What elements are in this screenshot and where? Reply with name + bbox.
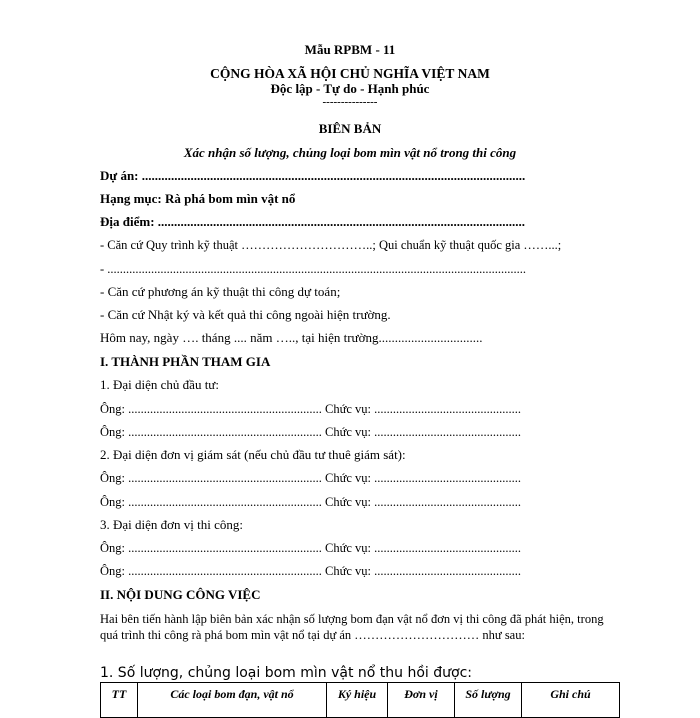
group-2-label: 2. Đại diện đơn vị giám sát (nếu chủ đầu tư thuê giám sát): <box>100 447 406 462</box>
category-field: Hạng mục: Rà phá bom mìn vật nổ <box>100 191 296 206</box>
location-field: Địa điểm: ................................................................................................................. <box>100 214 526 229</box>
section-2-heading: II. NỘI DUNG CÔNG VIỆC <box>100 587 261 602</box>
person-line: Ông: .............................................................. Chức vụ: ............................................... <box>100 425 522 439</box>
person-line: Ông: .............................................................. Chức vụ: ............................................... <box>100 541 522 555</box>
motto: Độc lập - Tự do - Hạnh phúc <box>270 81 430 96</box>
section-2-paragraph: Hai bên tiến hành lập biên bản xác nhận số lượng bom đạn vật nổ đơn vị thi công đã phát hiện, trong quá trình thi công rà phá bom mìn vật nổ tại dự án ………………………… như sau: <box>100 612 604 642</box>
person-line: Ông: .............................................................. Chức vụ: ............................................... <box>100 402 522 416</box>
date-line: Hôm nay, ngày …. tháng .... năm ….., tại hiện trường................................ <box>100 330 483 345</box>
project-field: Dự án: ...................................................................................................................... <box>100 168 526 183</box>
person-line: Ông: .............................................................. Chức vụ: ............................................... <box>100 471 522 485</box>
results-table <box>100 682 620 718</box>
basis-line-3: - Căn cứ phương án kỹ thuật thi công dự toán; <box>100 284 341 299</box>
table-header-cell: Đơn vị <box>388 683 455 718</box>
table-header-cell: Ghi chú <box>522 683 620 718</box>
table-header-cell: Số lượng <box>455 683 522 718</box>
table-header-cell: Các loại bom đạn, vật nổ <box>138 683 327 718</box>
form-code: Mẫu RPBM - 11 <box>304 42 396 57</box>
basis-line-4: - Căn cứ Nhật ký và kết quả thi công ngoài hiện trường. <box>100 307 391 322</box>
person-line: Ông: .............................................................. Chức vụ: ............................................... <box>100 495 522 509</box>
group-1-label: 1. Đại diện chủ đầu tư: <box>100 377 219 392</box>
subsection-1-heading: 1. Số lượng, chủng loại bom mìn vật nổ thu hồi được: <box>100 665 473 681</box>
group-3-label: 3. Đại diện đơn vị thi công: <box>100 517 243 532</box>
table-header-cell: Ký hiệu <box>327 683 388 718</box>
document-subtitle: Xác nhận số lượng, chủng loại bom mìn vật nổ trong thi công <box>183 145 517 160</box>
basis-line-1: - Căn cứ Quy trình kỹ thuật …………………………..; Qui chuẩn kỹ thuật quốc gia ……...; <box>100 238 562 252</box>
section-1-heading: I. THÀNH PHẦN THAM GIA <box>100 354 271 369</box>
basis-line-2: - ...................................................................................................................................... <box>100 262 527 276</box>
table-header-cell: TT <box>101 683 138 718</box>
separator: --------------- <box>322 96 378 108</box>
country-name: CỘNG HÒA XÃ HỘI CHỦ NGHĨA VIỆT NAM <box>210 66 490 81</box>
document-title: BIÊN BẢN <box>318 121 382 136</box>
table-header-row <box>101 683 620 718</box>
person-line: Ông: .............................................................. Chức vụ: ............................................... <box>100 564 522 578</box>
